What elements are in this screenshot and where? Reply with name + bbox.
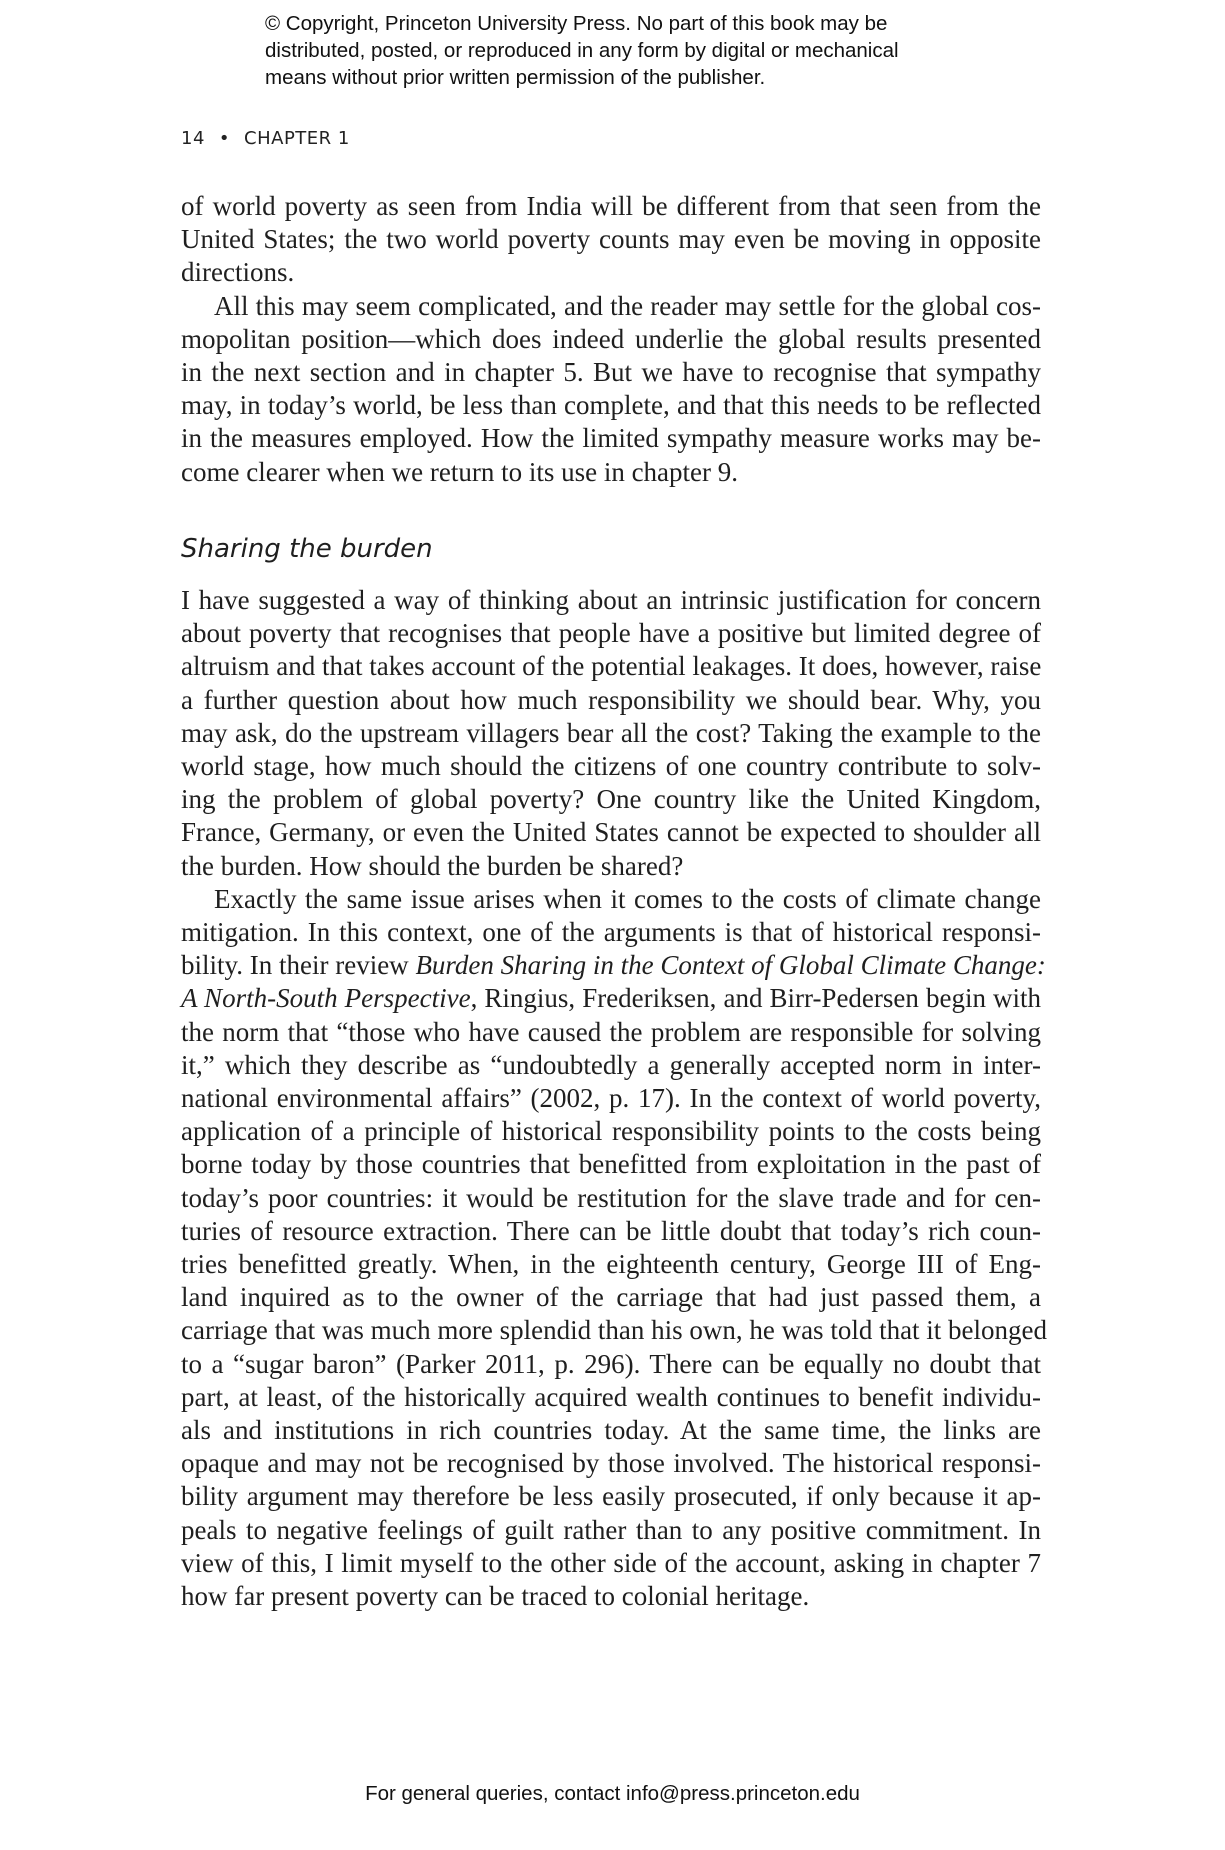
text-line: Exactly the same issue arises when it comes to the costs of climate change xyxy=(214,883,1041,914)
body-text-top xyxy=(181,190,1041,489)
body-text-section xyxy=(181,584,1048,1613)
copyright-line: distributed, posted, or reproduced in any form by digital or mechanical xyxy=(265,39,899,62)
text-line: may, in today’s world, be less than complete, and that this needs to be reflected xyxy=(181,390,1041,421)
text-line: world stage, how much should the citizens of one country contribute to solv- xyxy=(181,751,1041,782)
text-line: of world poverty as seen from India will be different from that seen from the xyxy=(181,191,1041,221)
text-line: opaque and may not be recognised by those involved. The historical responsi- xyxy=(181,1448,1041,1479)
text-line: today’s poor countries: it would be restitution for the slave trade and for cen- xyxy=(181,1182,1041,1213)
text-line: a further question about how much responsibility we should bear. Why, you xyxy=(181,684,1041,715)
text-line: come clearer when we return to its use in chapter 9. xyxy=(181,456,739,487)
text-line: how far present poverty can be traced to colonial heritage. xyxy=(181,1581,810,1612)
footer-contact: For general queries, contact info@press.princeton.edu xyxy=(365,1782,860,1805)
text-line: als and institutions in rich countries today. At the same time, the links are xyxy=(181,1415,1041,1446)
text-line: part, at least, of the historically acquired wealth continues to benefit individu- xyxy=(181,1381,1041,1412)
text-line: view of this, I limit myself to the other side of the account, asking in chapter 7 xyxy=(181,1547,1041,1578)
text-line: it,” which they describe as “undoubtedly a generally accepted norm in inter- xyxy=(181,1049,1041,1080)
page-number: 14 xyxy=(181,128,205,149)
text-line: application of a principle of historical responsibility points to the costs being xyxy=(181,1116,1041,1147)
text-line: in the measures employed. How the limited sympathy measure works may be- xyxy=(181,423,1041,454)
text-line: France, Germany, or even the United States cannot be expected to shoulder all xyxy=(181,817,1041,848)
text-line: All this may seem complicated, and the reader may settle for the global cos- xyxy=(214,290,1041,321)
copyright-line: means without prior written permission of the publisher. xyxy=(265,66,766,89)
running-head xyxy=(181,128,350,149)
text-line: to a “sugar baron” (Parker 2011, p. 296). There can be equally no doubt that xyxy=(181,1348,1041,1379)
section-heading: Sharing the burden xyxy=(181,534,433,564)
copyright-notice xyxy=(265,10,1025,91)
text-line xyxy=(181,949,1046,982)
copyright-line: © Copyright, Princeton University Press. No part of this book may be xyxy=(265,12,888,35)
text-line: peals to negative feelings of guilt rather than to any positive commitment. In xyxy=(181,1514,1041,1545)
paragraph xyxy=(181,190,1041,290)
text-line: altruism and that takes account of the potential leakages. It does, however, raise xyxy=(181,651,1042,682)
text-line: tries benefitted greatly. When, in the eighteenth century, George III of Eng- xyxy=(181,1249,1041,1280)
text-line xyxy=(181,982,1041,1015)
text-line: about poverty that recognises that people have a positive but limited degree of xyxy=(181,618,1041,649)
text-line: in the next section and in chapter 5. But we have to recognise that sympathy xyxy=(181,357,1041,388)
text-line: turies of resource extraction. There can be little doubt that today’s rich coun- xyxy=(181,1215,1041,1246)
text-line: national environmental affairs” (2002, p. 17). In the context of world poverty, xyxy=(181,1083,1041,1114)
text-line: bility argument may therefore be less easily prosecuted, if only because it ap- xyxy=(181,1481,1041,1512)
chapter-label: CHAPTER 1 xyxy=(244,128,350,149)
text-line: may ask, do the upstream villagers bear all the cost? Taking the example to the xyxy=(181,717,1041,748)
text-line: mitigation. In this context, one of the arguments is that of historical responsi- xyxy=(181,917,1041,948)
paragraph xyxy=(181,883,1048,1613)
book-title-italic: A North-South Perspective xyxy=(181,983,471,1014)
text-line: ing the problem of global poverty? One country like the United Kingdom, xyxy=(181,784,1041,815)
text-line: United States; the two world poverty counts may even be moving in opposite xyxy=(181,224,1041,255)
text-line: mopolitan position—which does indeed underlie the global results presented xyxy=(181,323,1041,354)
text-run: bility. In their review xyxy=(181,950,416,981)
book-title-italic: Burden Sharing in the Context of Global Climate Change: xyxy=(415,950,1046,981)
text-line: borne today by those countries that benefitted from exploitation in the past of xyxy=(181,1149,1041,1180)
text-run: , Ringius, Frederiksen, and Birr-Pedersen begin with xyxy=(470,983,1041,1014)
text-line: I have suggested a way of thinking about an intrinsic justification for concern xyxy=(181,585,1041,615)
text-line: carriage that was much more splendid than his own, he was told that it belonged xyxy=(181,1315,1048,1346)
paragraph xyxy=(181,290,1041,489)
text-line: directions. xyxy=(181,257,295,288)
running-head-separator: • xyxy=(218,128,231,149)
text-line: the burden. How should the burden be shared? xyxy=(181,850,684,881)
paragraph xyxy=(181,584,1041,883)
text-line: the norm that “those who have caused the problem are responsible for solving xyxy=(181,1016,1041,1047)
text-line: land inquired as to the owner of the carriage that had just passed them, a xyxy=(181,1282,1041,1313)
